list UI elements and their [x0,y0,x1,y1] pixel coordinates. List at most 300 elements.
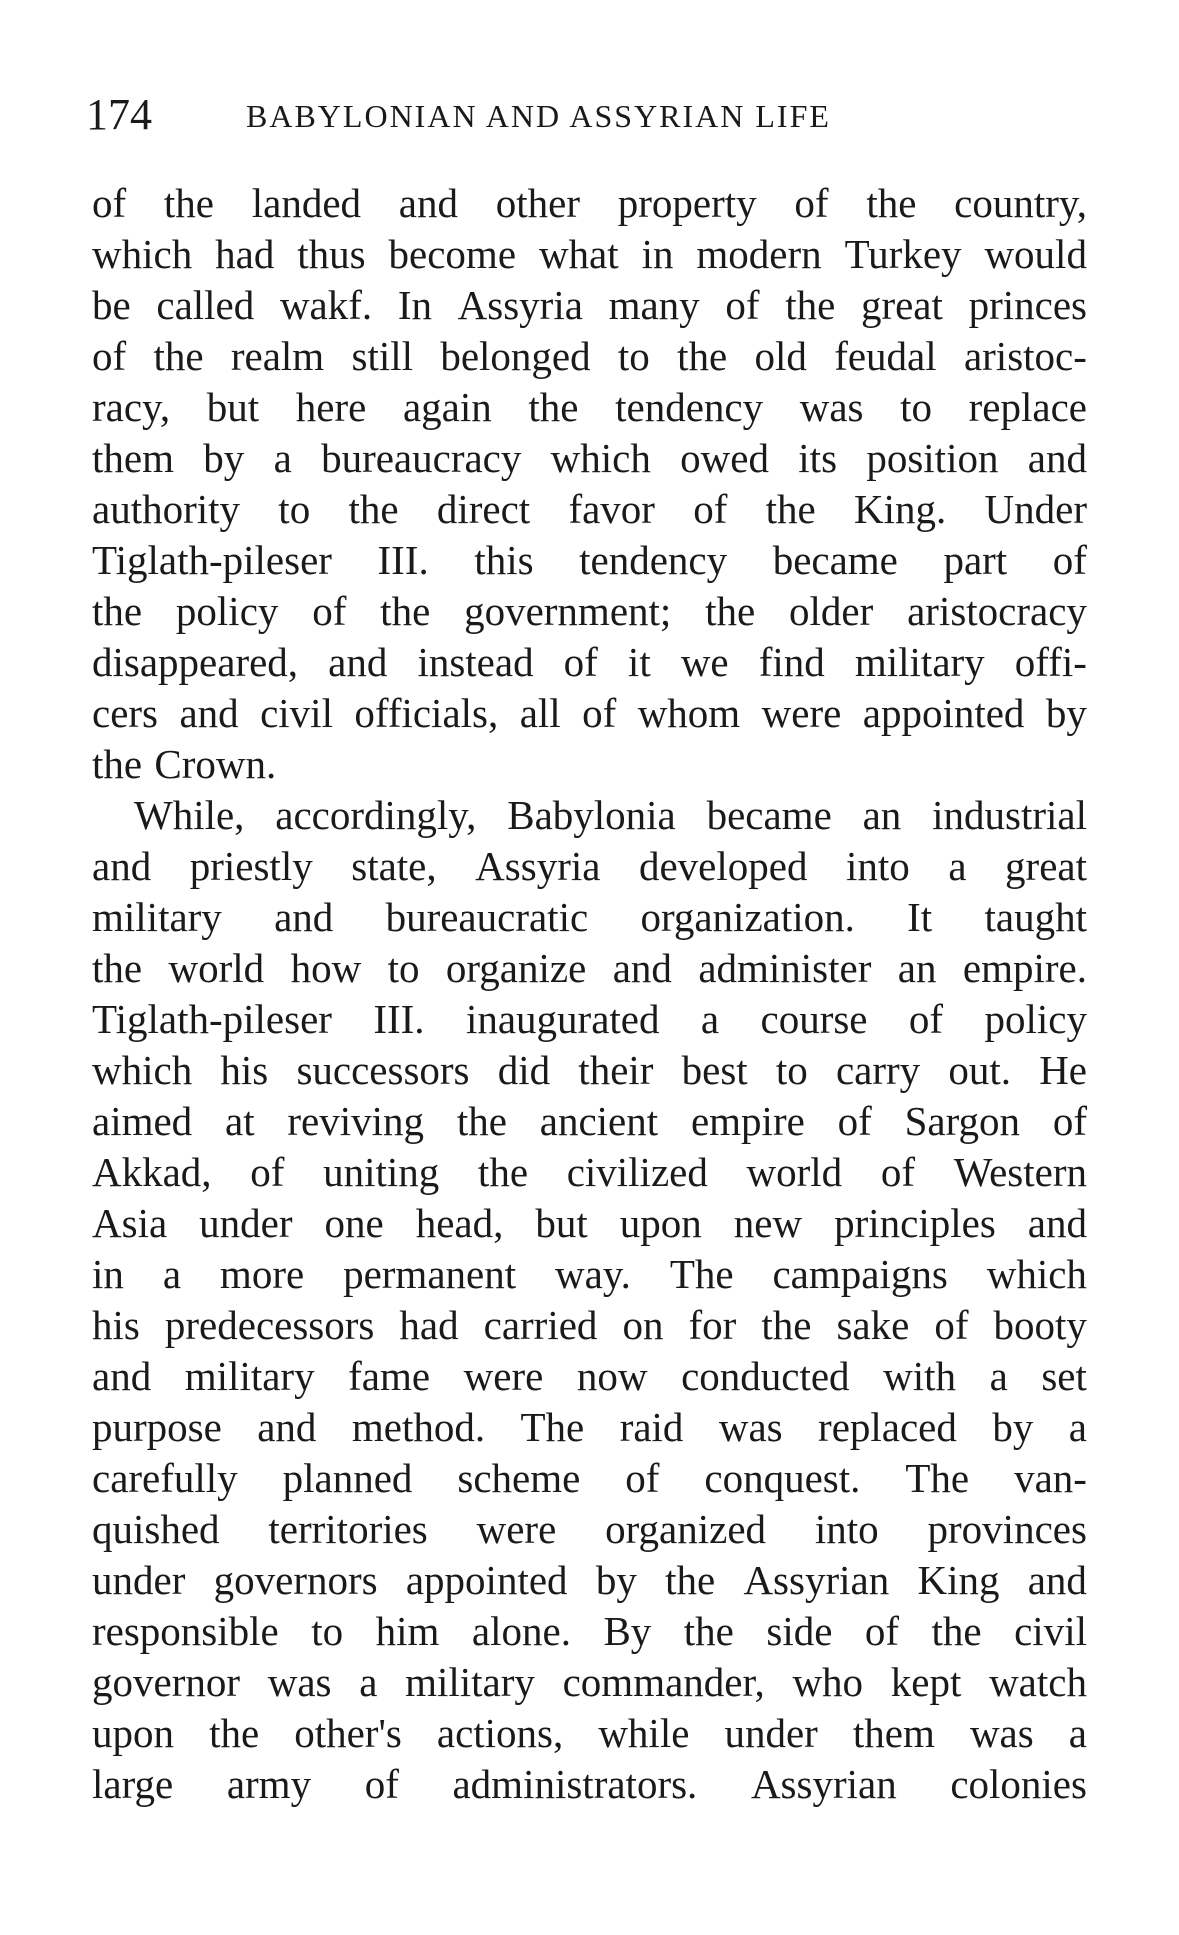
word: military [405,1659,535,1705]
text-line [92,1147,1087,1198]
word: colonies [950,1761,1087,1807]
word: provinces [927,1506,1087,1552]
text-line [92,229,1087,280]
word: became [706,792,832,838]
word: tendency [579,537,728,583]
text-line [92,433,1087,484]
word: bureaucracy [321,435,522,481]
word: of [312,588,347,634]
word: carefully [92,1455,238,1501]
word: feudal [834,333,937,379]
word: favor [568,486,655,532]
word: the [92,741,143,787]
word: The [905,1455,970,1501]
word: instead [417,639,534,685]
word: by [595,1557,637,1603]
text-line [92,1759,1087,1810]
word: his [220,1047,269,1093]
text-line [92,1453,1087,1504]
word: King. [854,486,947,532]
text-line [92,1045,1087,1096]
word: offi- [1014,639,1087,685]
word: appointed [405,1557,568,1603]
word: him [375,1608,440,1654]
text-line [92,892,1087,943]
word: military [92,894,222,940]
word: kept [890,1659,962,1705]
word: the [705,588,756,634]
word: the [761,1302,812,1348]
text-line [92,1249,1087,1300]
word: under [92,1557,186,1603]
word: state, [351,843,437,889]
word: governors [213,1557,378,1603]
word: Sargon [904,1098,1021,1144]
text-line [92,280,1087,331]
word: predecessors [164,1302,375,1348]
word: of [725,282,760,328]
word: policy [175,588,279,634]
word: head, [415,1200,504,1246]
word: the [380,588,431,634]
word: In [397,282,432,328]
word: the [528,384,579,430]
word: of [934,1302,969,1348]
word: to [311,1608,344,1654]
word: the [477,1149,529,1195]
word: many [608,282,700,328]
word: large [92,1761,174,1807]
word: was [718,1404,783,1450]
word: new [733,1200,803,1246]
word: to [387,945,420,991]
word: reviving [287,1098,425,1144]
word: who [792,1659,864,1705]
word: we [680,639,729,685]
word: realm [230,333,325,379]
word: by [992,1404,1034,1450]
word: and [274,894,334,940]
word: all [519,690,561,736]
word: of [864,1608,900,1654]
word: of [92,180,127,226]
word: Crown. [154,741,277,787]
word: set [1041,1353,1087,1399]
word: one [324,1200,384,1246]
word: here [295,384,367,430]
word: responsible [92,1608,279,1654]
word: replaced [818,1404,957,1450]
word: to [775,1047,808,1093]
word: part [943,537,1008,583]
word: of [582,690,617,736]
word: other [495,180,580,226]
word: Western [953,1149,1087,1195]
word: the [785,282,836,328]
word: its [798,435,838,481]
word: would [984,231,1087,277]
word: Turkey [844,231,962,277]
word: in [92,1251,124,1297]
word: appointed [862,690,1025,736]
running-title: BABYLONIAN AND ASSYRIAN LIFE [246,98,831,134]
word: it [627,639,651,685]
text-line [92,535,1087,586]
word: aristocracy [907,588,1087,634]
word: organization. [640,894,855,940]
word: again [402,384,492,430]
word: a [700,996,720,1042]
word: of [364,1761,399,1807]
word: did [497,1047,551,1093]
word: country, [954,180,1087,226]
word: now [576,1353,648,1399]
word: into [814,1506,879,1552]
word: be [92,282,131,328]
word: world [168,945,265,991]
word: more [219,1251,305,1297]
word: how [290,945,362,991]
word: an [862,792,902,838]
word: belonged [440,333,591,379]
word: industrial [932,792,1087,838]
text-line [92,1402,1087,1453]
word: which [986,1251,1087,1297]
text-line [92,1198,1087,1249]
word: them [92,435,174,481]
word: and [1027,1200,1087,1246]
word: and [92,843,152,889]
word: carry [835,1047,921,1093]
word: a [1068,1404,1087,1450]
word: were [476,1506,557,1552]
word: tendency [615,384,764,430]
word: raid [619,1404,684,1450]
word: became [772,537,898,583]
word: and [328,639,388,685]
word: Asia [92,1200,168,1246]
word: of [794,180,829,226]
word: booty [993,1302,1087,1348]
paragraph [92,790,1087,1810]
word: in [641,231,674,277]
word: principles [834,1200,996,1246]
word: purpose [92,1404,222,1450]
word: had [399,1302,459,1348]
word: conducted [681,1353,850,1399]
word: aristoc- [963,333,1087,379]
text-line [92,382,1087,433]
paragraph [92,178,1087,790]
text-line [92,790,1087,841]
word: the [209,1710,260,1756]
word: developed [638,843,808,889]
word: Babylonia [507,792,676,838]
word: army [226,1761,312,1807]
word: by [1045,690,1087,736]
word: the [665,1557,716,1603]
word: was [969,1710,1034,1756]
word: officials, [354,690,499,736]
word: the [456,1098,507,1144]
word: By [603,1608,652,1654]
word: taught [984,894,1087,940]
word: and [179,690,239,736]
word: become [388,231,517,277]
word: governor [92,1659,241,1705]
text-line [92,1504,1087,1555]
word: empire [690,1098,805,1144]
word: civil [260,690,333,736]
word: replace [968,384,1087,430]
word: fame [348,1353,431,1399]
word: Assyrian [750,1761,897,1807]
word: still [351,333,414,379]
word: under [724,1710,818,1756]
text-line [92,178,1087,229]
word: While, [134,792,245,838]
word: permanent [343,1251,517,1297]
word: upon [92,1710,174,1756]
word: the [163,180,214,226]
word: inaugurated [465,996,660,1042]
word: territories [268,1506,428,1552]
text-line [92,586,1087,637]
word: successors [296,1047,470,1093]
word: accordingly, [275,792,477,838]
word: of [837,1098,872,1144]
word: the [153,333,204,379]
word: older [789,588,874,634]
word: bureaucratic [385,894,589,940]
word: van- [1014,1455,1087,1501]
word: whom [637,690,741,736]
word: direct [436,486,531,532]
word: and [1027,435,1087,481]
word: world [746,1149,843,1195]
text-line [92,1708,1087,1759]
word: of [693,486,728,532]
word: of [250,1149,285,1195]
word: the [92,588,143,634]
word: this [474,537,534,583]
word: government; [464,588,672,634]
text-line [92,637,1087,688]
word: other's [294,1710,402,1756]
word: property [617,180,757,226]
word: position [866,435,999,481]
text-line [92,1555,1087,1606]
word: at [225,1098,255,1144]
page-number: 174 [86,90,152,139]
word: a [948,843,967,889]
word: way. [555,1251,631,1297]
word: with [883,1353,957,1399]
word: what [538,231,619,277]
word: racy, [92,384,171,430]
word: which [550,435,651,481]
word: thus [297,231,366,277]
word: a [989,1353,1008,1399]
word: his [92,1302,140,1348]
word: campaigns [772,1251,948,1297]
word: commander, [562,1659,765,1705]
running-head [86,90,1086,140]
word: organized [605,1506,767,1552]
text-line [92,943,1087,994]
word: The [520,1404,585,1450]
text-line [92,739,1087,790]
word: the [677,333,728,379]
word: of [625,1455,660,1501]
word: for [688,1302,737,1348]
word: the [765,486,816,532]
word: military [184,1353,315,1399]
word: out. [948,1047,1011,1093]
word: and [612,945,672,991]
text-line [92,1300,1087,1351]
word: empire. [962,945,1087,991]
word: Tiglath-pileser [92,996,332,1042]
word: under [199,1200,293,1246]
text-line [92,1096,1087,1147]
word: civil [1014,1608,1087,1654]
word: wakf. [279,282,373,328]
word: a [359,1659,378,1705]
word: Assyrian [743,1557,890,1603]
word: King [917,1557,1000,1603]
word: priestly [189,843,313,889]
word: alone. [471,1608,571,1654]
word: into [845,843,910,889]
word: disappeared, [92,639,299,685]
word: of [563,639,598,685]
word: course [760,996,868,1042]
word: organize [445,945,587,991]
word: on [622,1302,664,1348]
word: landed [251,180,362,226]
word: civilized [566,1149,708,1195]
word: had [215,231,275,277]
word: and [257,1404,317,1450]
word: was [799,384,864,430]
word: of [1052,537,1087,583]
word: them [852,1710,935,1756]
word: the [92,945,143,991]
word: and [92,1353,152,1399]
text-line [92,688,1087,739]
word: ancient [539,1098,659,1144]
word: modern [696,231,822,277]
word: a [273,435,292,481]
word: a [162,1251,182,1297]
body-text [92,178,1087,1810]
word: were [761,690,842,736]
word: best [681,1047,748,1093]
text-line [92,994,1087,1045]
word: by [203,435,245,481]
word: old [754,333,807,379]
word: upon [619,1200,702,1246]
text-line [92,1351,1087,1402]
word: but [535,1200,588,1246]
word: a [1068,1710,1087,1756]
word: find [758,639,825,685]
word: uniting [323,1149,440,1195]
word: III. [373,996,425,1042]
word: of [92,333,127,379]
word: aimed [92,1098,193,1144]
word: cers [92,690,159,736]
word: the [931,1608,982,1654]
word: Under [984,486,1087,532]
word: and [398,180,458,226]
word: side [766,1608,833,1654]
word: their [578,1047,654,1093]
word: princes [968,282,1087,328]
word: the [683,1608,734,1654]
text-line [92,1606,1087,1657]
word: which [92,1047,193,1093]
text-line [92,484,1087,535]
word: Assyria [457,282,583,328]
word: to [278,486,311,532]
word: were [463,1353,544,1399]
word: carried [483,1302,598,1348]
word: of [1052,1098,1087,1144]
text-line [92,331,1087,382]
word: authority [92,486,241,532]
word: the [866,180,917,226]
word: watch [989,1659,1087,1705]
word: and [1027,1557,1087,1603]
word: conquest. [704,1455,861,1501]
word: scheme [457,1455,581,1501]
word: III. [377,537,429,583]
word: Tiglath-pileser [92,537,332,583]
word: military [854,639,985,685]
text-line [92,841,1087,892]
text-line [92,1657,1087,1708]
word: actions, [436,1710,564,1756]
word: sake [836,1302,910,1348]
word: quished [92,1506,220,1552]
word: The [669,1251,734,1297]
word: Assyria [475,843,601,889]
word: to [900,384,933,430]
word: policy [984,996,1087,1042]
word: an [897,945,937,991]
word: administer [698,945,872,991]
word: but [206,384,260,430]
word: while [598,1710,690,1756]
word: was [267,1659,332,1705]
word: Akkad, [92,1149,212,1195]
word: great [860,282,943,328]
word: which [92,231,193,277]
word: method. [351,1404,486,1450]
word: called [156,282,255,328]
word: administrators. [452,1761,698,1807]
word: planned [282,1455,413,1501]
word: to [617,333,650,379]
word: the [348,486,399,532]
word: owed [680,435,769,481]
word: of [908,996,944,1042]
word: It [907,894,933,940]
word: of [880,1149,916,1195]
word: He [1039,1047,1087,1093]
